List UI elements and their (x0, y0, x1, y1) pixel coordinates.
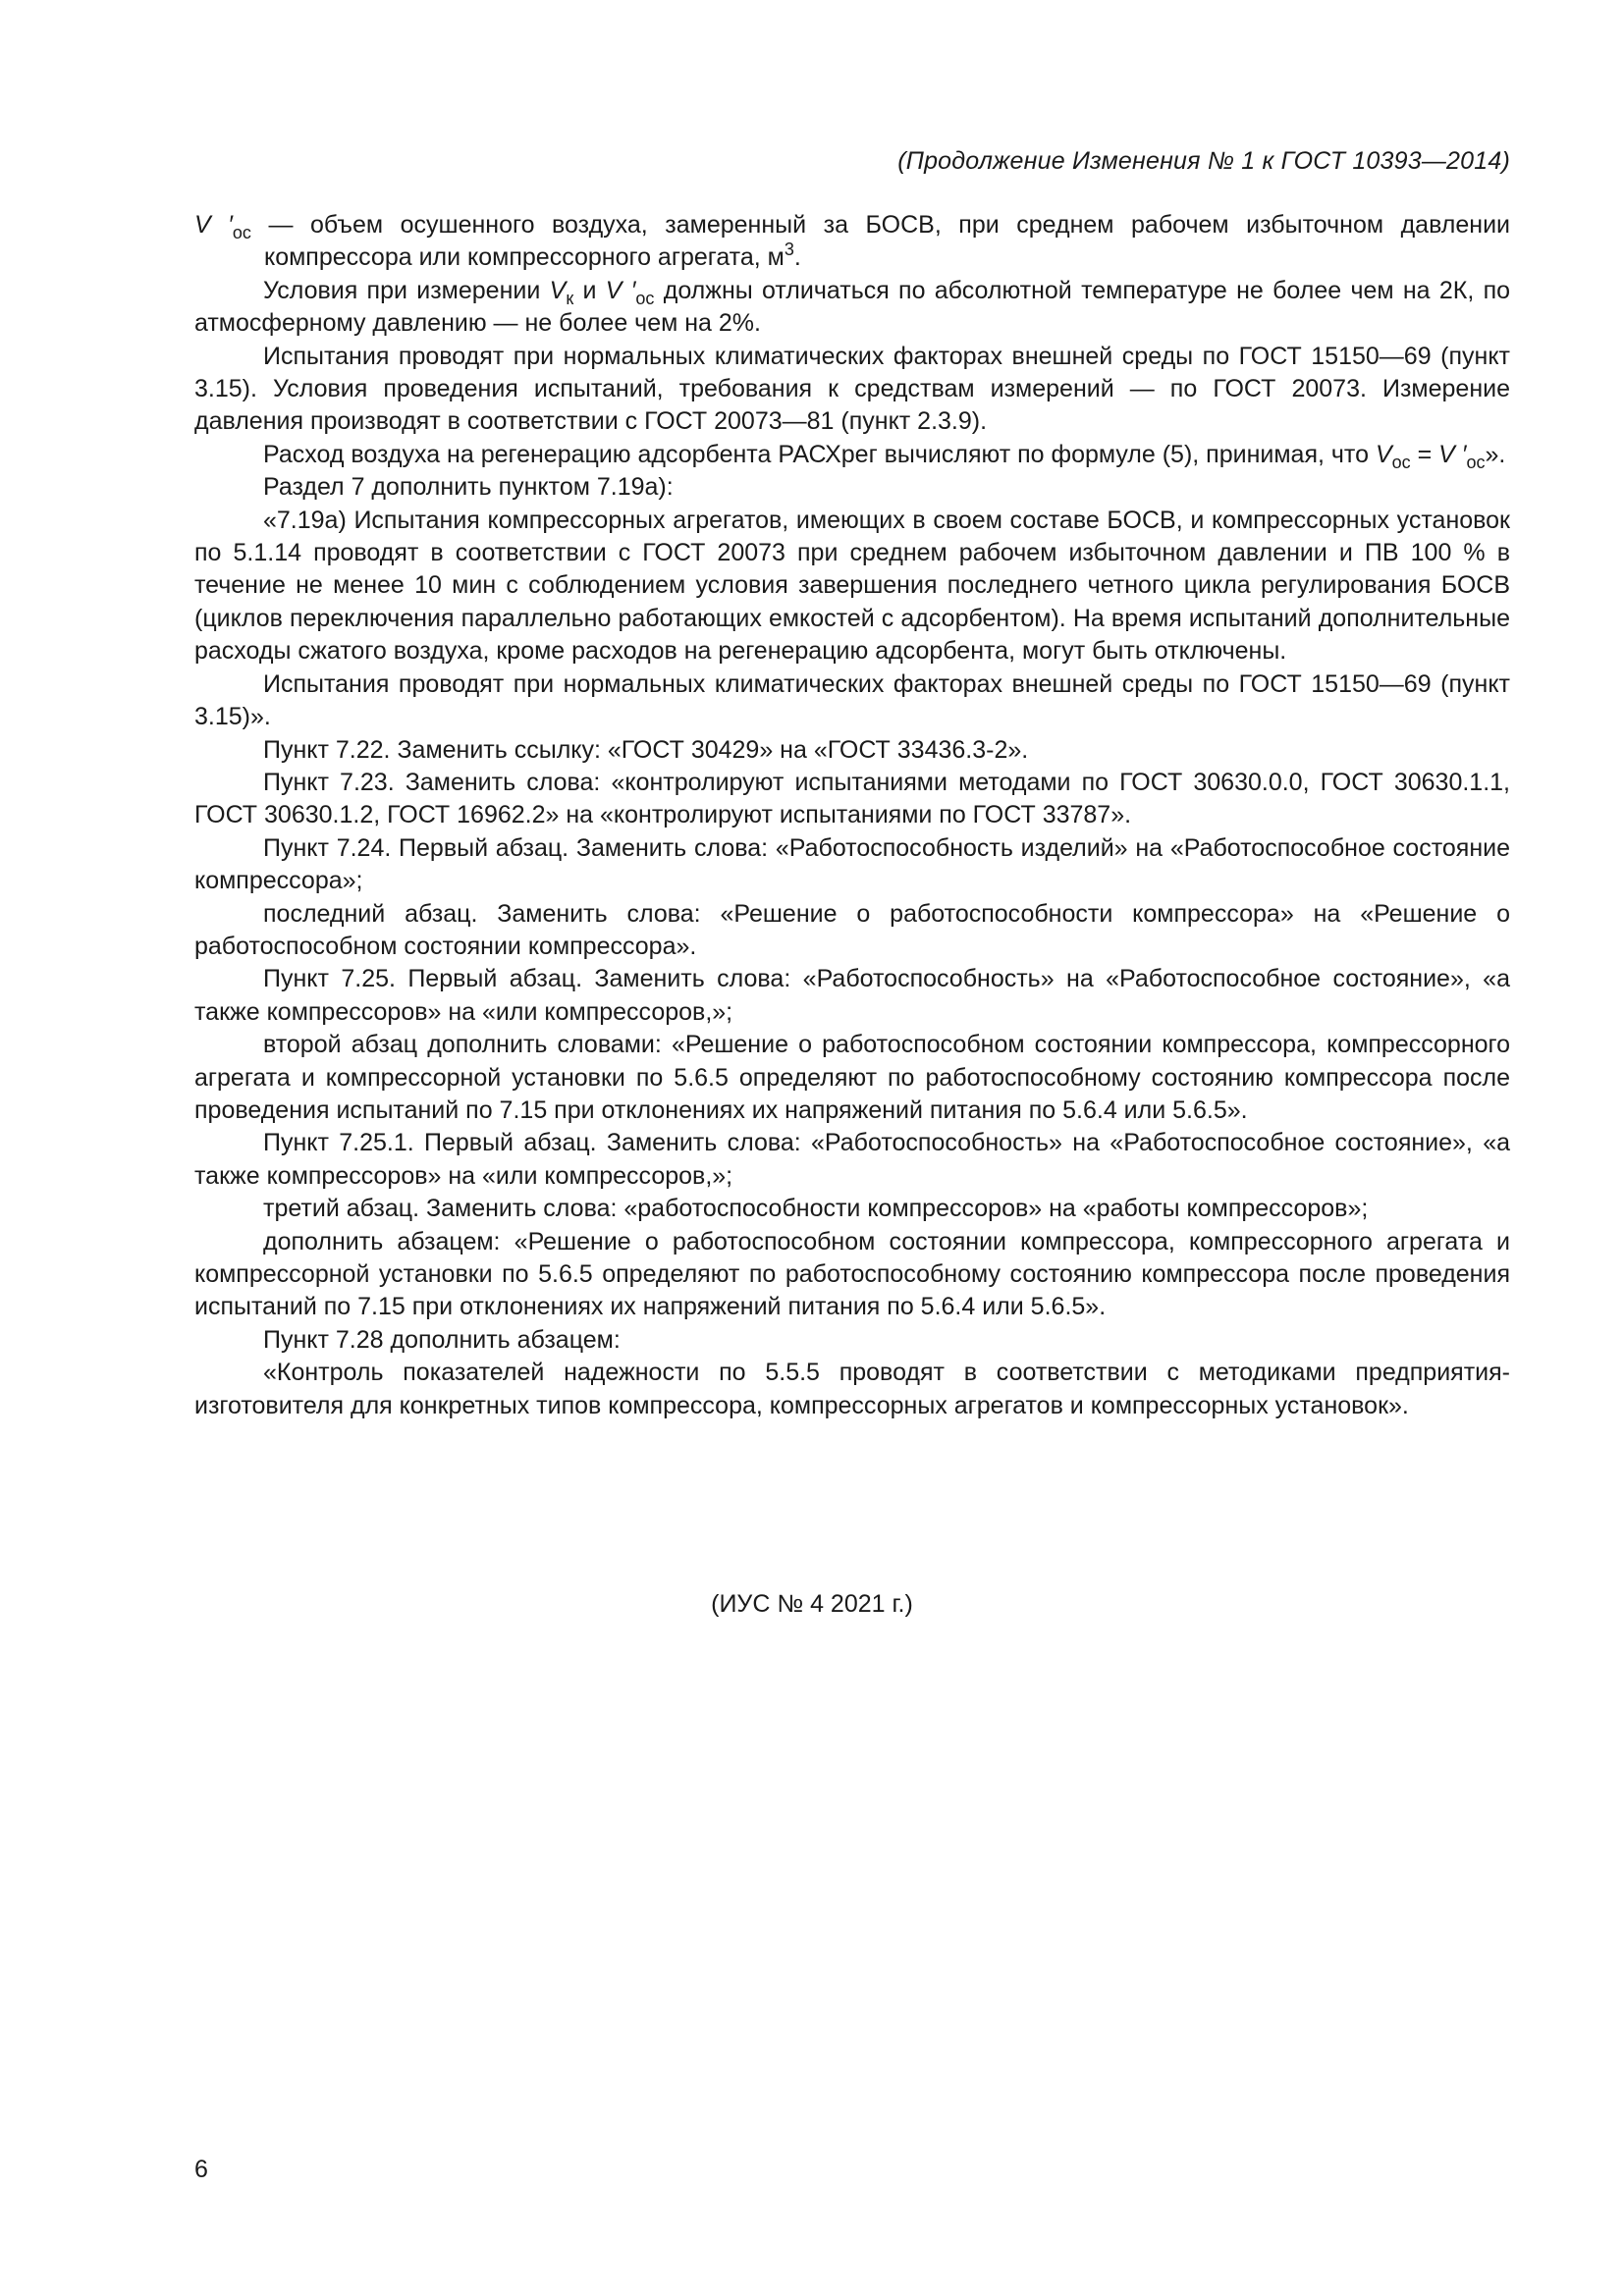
paragraph: Пункт 7.25. Первый абзац. Заменить слова: «Работоспособность» на «Работоспособное состояние», «а также компрессоров» на «или компрессоров,»; (194, 965, 1510, 1026)
paragraph: Раздел 7 дополнить пунктом 7.19а): (263, 473, 674, 502)
symbol-v-prime: V ′ (194, 211, 233, 239)
text-segment: Условия при измерении (263, 276, 550, 304)
paragraph: Пункт 7.28 дополнить абзацем: (263, 1325, 621, 1354)
page-number: 6 (194, 2156, 208, 2183)
source-reference: (ИУС № 4 2021 г.) (711, 1590, 913, 1618)
symbol-v-prime: V ′ (1438, 440, 1467, 468)
paragraph: «7.19а) Испытания компрессорных агрегатов, имеющих в своем составе БОСВ, и компрессорных установок по 5.1.14 проводят в соответствии с ГОСТ 20073 при среднем рабочем избыточном давлении и ПВ 100 % в течение не менее 10 мин с соблюдением условия завершения последнего четного цикла регулирования БОСВ (циклов переключения параллельно работающих емкостей с адсорбентом). На время испытаний дополнительные расходы сжатого воздуха, кроме расходов на регенерацию адсорбента, могут быть отключены. (194, 506, 1510, 666)
text-segment: должны отличаться по абсолютной температуре не более чем на 2К, по атмосферному давлению — не более чем на 2%. (194, 276, 1511, 338)
paragraph: Пункт 7.22. Заменить ссылку: «ГОСТ 30429» на «ГОСТ 33436.3-2». (263, 735, 1029, 764)
definition-text: — объем осушенного воздуха, замеренный за БОСВ, при среднем рабочем избыточном давлении компрессора или компрессорного агрегата, м (250, 211, 1510, 272)
text-segment: и (573, 276, 606, 304)
paragraph-test-conditions: Испытания проводят при нормальных климатических факторах внешней среды по ГОСТ 15150—69 (пункт 3.15). Условия проведения испытаний, требования к средствам измерений — по ГОСТ 20073. Измерение давления производят в соответствии с ГОСТ 20073—81 (пункт 2.3.9). (194, 342, 1510, 436)
paragraph: Испытания проводят при нормальных климатических факторах внешней среды по ГОСТ 15150—69 (пункт 3.15)». (194, 669, 1510, 731)
paragraph: третий абзац. Заменить слова: «работоспособности компрессоров» на «работы компрессоров»; (263, 1195, 1369, 1223)
paragraph: дополнить абзацем: «Решение о работоспособном состоянии компрессора, компрессорного агрегата и компрессорной установки по 5.6.5 определяют по работоспособному состоянию компрессора после проведения испытаний по 7.15 при отклонениях их напряжений питания по 5.6.4 или 5.6.5». (194, 1227, 1510, 1321)
paragraph: Пункт 7.25.1. Первый абзац. Заменить слова: «Работоспособность» на «Работоспособное состояние», «а также компрессоров» на «или компрессоров,»; (194, 1129, 1510, 1190)
document-body (194, 209, 1510, 1422)
subscript-k: к (566, 288, 574, 308)
paragraph: второй абзац дополнить словами: «Решение о работоспособном состоянии компрессора, компрессорного агрегата и компрессорной установки по 5.6.5 определяют по работоспособному состоянию компрессора после проведения испытаний по 7.15 при отклонениях их напряжений питания по 5.6.4 или 5.6.5». (194, 1031, 1510, 1124)
text-segment: Расход воздуха на регенерацию адсорбента РАСХрег вычисляют по формуле (5), принимая, что (263, 440, 1376, 468)
subscript-oc: ос (635, 288, 655, 308)
text-segment: = (1410, 440, 1439, 468)
paragraph-regeneration-flow (194, 439, 1510, 471)
symbol-v: V (1375, 440, 1392, 468)
paragraph: последний абзац. Заменить слова: «Решение о работоспособности компрессора» на «Решение о работоспособном состоянии компрессора». (194, 899, 1510, 960)
symbol-v: V (549, 276, 567, 304)
subscript-oc: ос (1391, 452, 1411, 472)
paragraph: Пункт 7.23. Заменить слова: «контролируют испытаниями методами по ГОСТ 30630.0.0, ГОСТ 30630.1.1, ГОСТ 30630.1.2, ГОСТ 16962.2» на «контролируют испытаниями по ГОСТ 33787». (194, 768, 1510, 829)
paragraph-measurement-conditions (194, 275, 1510, 341)
running-header: (Продолжение Изменения № 1 к ГОСТ 10393—2014) (897, 147, 1510, 175)
superscript-3: 3 (784, 240, 794, 260)
subscript-oc: ос (232, 223, 251, 242)
paragraph: Пункт 7.24. Первый абзац. Заменить слова: «Работоспособность изделий» на «Работоспособное состояние компрессора»; (194, 833, 1510, 895)
definition-end: . (793, 243, 801, 272)
paragraph: «Контроль показателей надежности по 5.5.5 проводят в соответствии с методиками предприятия-изготовителя для конкретных типов компрессора, компрессорных агрегатов и компрессорных установок». (194, 1359, 1510, 1419)
subscript-oc: ос (1466, 452, 1486, 472)
symbol-v-prime: V ′ (605, 276, 636, 304)
text-segment: ». (1485, 440, 1506, 468)
paragraph-definition-v-oc (194, 209, 1510, 275)
